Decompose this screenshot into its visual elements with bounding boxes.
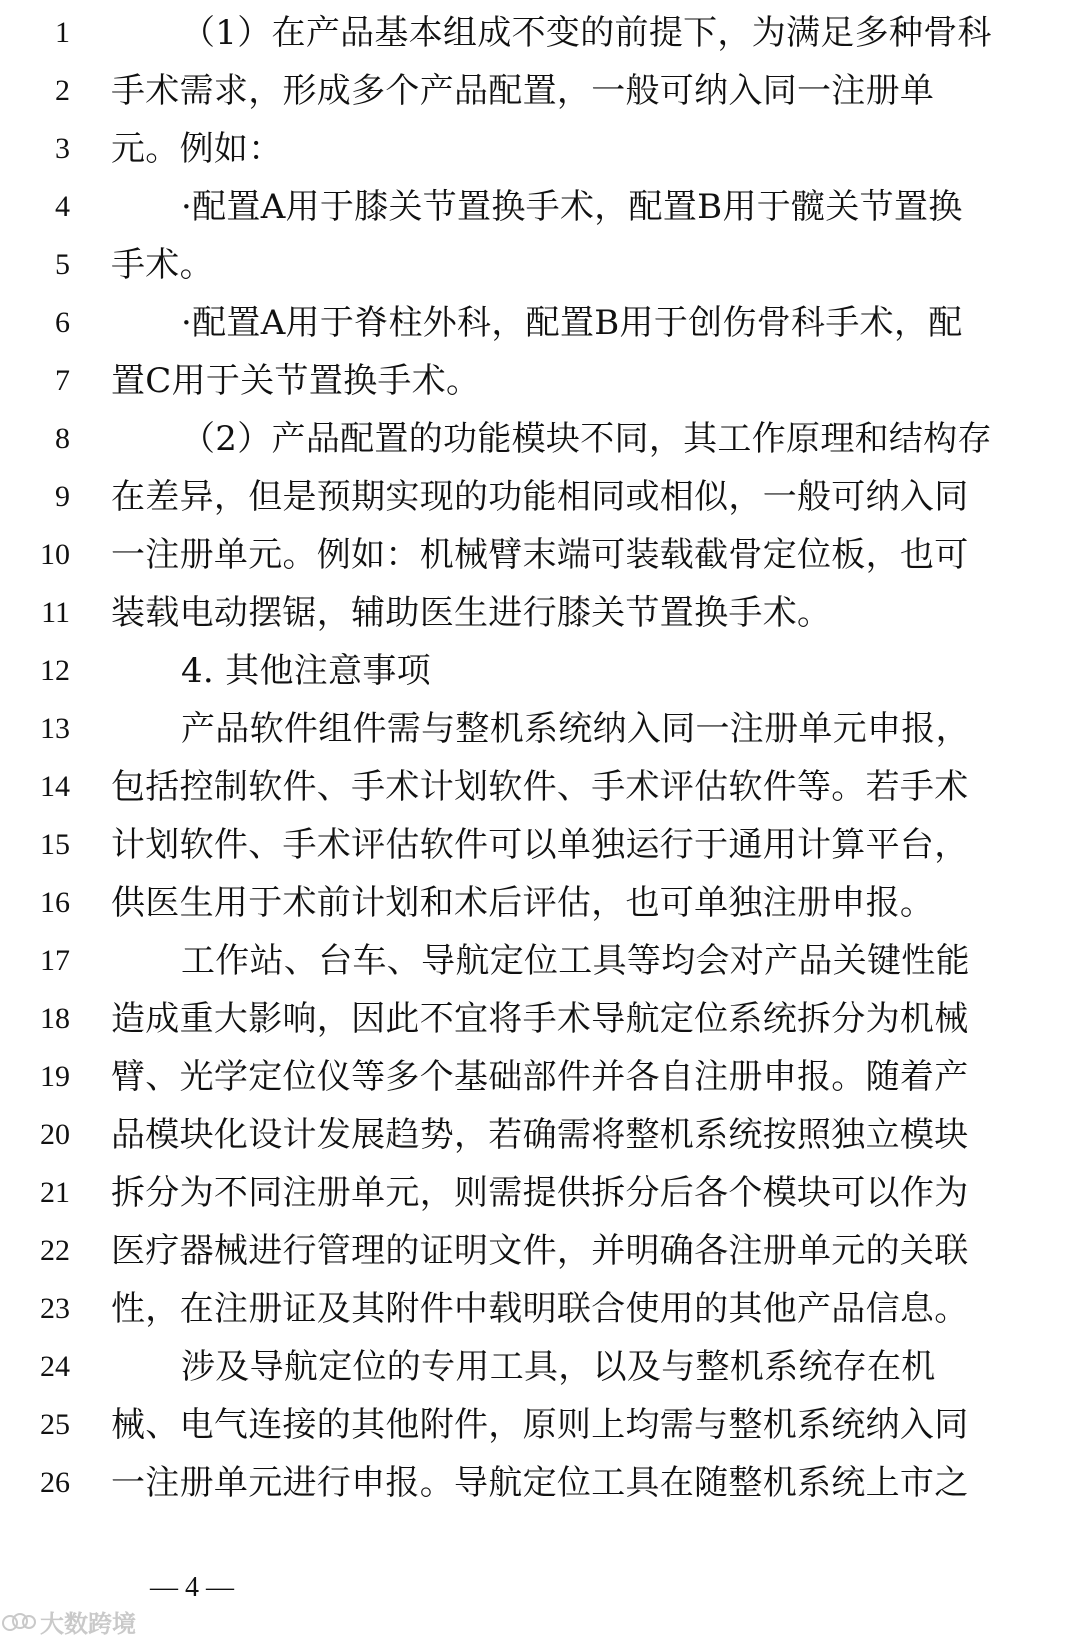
text-line	[0, 468, 1080, 526]
line-text: （2）产品配置的功能模块不同，其工作原理和结构存	[181, 419, 992, 459]
line-text: 包括控制软件、手术计划软件、手术评估软件等。若手术	[111, 767, 969, 807]
line-number: 12	[40, 654, 70, 687]
line-text: 手术需求，形成多个产品配置，一般可纳入同一注册单	[111, 71, 935, 111]
text-body	[0, 4, 1080, 1512]
line-number: 24	[40, 1350, 70, 1383]
line-text: 一注册单元进行申报。导航定位工具在随整机系统上市之	[111, 1463, 969, 1503]
text-line	[0, 1454, 1080, 1512]
line-number: 17	[40, 944, 70, 977]
line-text: 置C用于关节置换手术。	[111, 361, 481, 401]
line-text: 一注册单元。例如：机械臂末端可装载截骨定位板，也可	[111, 535, 969, 575]
line-number: 8	[55, 422, 70, 455]
line-number: 20	[40, 1118, 70, 1151]
text-line	[0, 62, 1080, 120]
line-number: 11	[41, 596, 70, 629]
text-line	[0, 1396, 1080, 1454]
text-line	[0, 352, 1080, 410]
text-line	[0, 990, 1080, 1048]
line-number: 5	[55, 248, 70, 281]
line-number: 4	[55, 190, 70, 223]
text-line	[0, 700, 1080, 758]
line-text: 在差异，但是预期实现的功能相同或相似，一般可纳入同	[111, 477, 969, 517]
line-text: 性，在注册证及其附件中载明联合使用的其他产品信息。	[111, 1289, 969, 1329]
text-line	[0, 1164, 1080, 1222]
line-number: 18	[40, 1002, 70, 1035]
line-number: 19	[40, 1060, 70, 1093]
page-number: — 4 —	[150, 1572, 234, 1603]
line-number: 9	[55, 480, 70, 513]
line-number: 7	[55, 364, 70, 397]
line-text: 臂、光学定位仪等多个基础部件并各自注册申报。随着产	[111, 1057, 969, 1097]
line-text: 械、电气连接的其他附件，原则上均需与整机系统纳入同	[111, 1405, 969, 1445]
text-line	[0, 410, 1080, 468]
text-line	[0, 1106, 1080, 1164]
line-text: 造成重大影响，因此不宜将手术导航定位系统拆分为机械	[111, 999, 969, 1039]
line-number: 15	[40, 828, 70, 861]
text-line	[0, 874, 1080, 932]
line-text: 计划软件、手术评估软件可以单独运行于通用计算平台，	[111, 825, 969, 865]
text-line	[0, 1338, 1080, 1396]
text-line	[0, 758, 1080, 816]
text-line	[0, 294, 1080, 352]
line-number: 10	[40, 538, 70, 571]
line-number: 2	[55, 74, 70, 107]
line-text: 医疗器械进行管理的证明文件，并明确各注册单元的关联	[111, 1231, 969, 1271]
line-text: 涉及导航定位的专用工具，以及与整机系统存在机	[181, 1347, 936, 1387]
line-text: ·配置A用于脊柱外科，配置B用于创伤骨科手术，配	[181, 303, 963, 343]
line-text: 元。例如：	[111, 129, 283, 169]
line-number: 14	[40, 770, 70, 803]
text-line	[0, 1222, 1080, 1280]
line-text: 工作站、台车、导航定位工具等均会对产品关键性能	[181, 941, 970, 981]
text-line	[0, 932, 1080, 990]
line-number: 1	[55, 16, 70, 49]
watermark	[2, 1604, 136, 1639]
line-number: 13	[40, 712, 70, 745]
line-text: （1）在产品基本组成不变的前提下，为满足多种骨科	[181, 13, 992, 53]
text-line	[0, 120, 1080, 178]
line-number: 22	[40, 1234, 70, 1267]
text-line	[0, 526, 1080, 584]
line-number: 6	[55, 306, 70, 339]
text-line	[0, 4, 1080, 62]
line-text: 手术。	[111, 245, 214, 285]
line-number: 21	[40, 1176, 70, 1209]
line-text: 供医生用于术前计划和术后评估，也可单独注册申报。	[111, 883, 935, 923]
line-text: 拆分为不同注册单元，则需提供拆分后各个模块可以作为	[111, 1173, 969, 1213]
line-number: 26	[40, 1466, 70, 1499]
text-line	[0, 584, 1080, 642]
logo-icon	[2, 1611, 36, 1633]
line-number: 3	[55, 132, 70, 165]
watermark-text: 大数跨境	[40, 1610, 136, 1638]
line-text: ·配置A用于膝关节置换手术，配置B用于髋关节置换	[181, 187, 963, 227]
text-line	[0, 816, 1080, 874]
text-line	[0, 178, 1080, 236]
line-number: 25	[40, 1408, 70, 1441]
line-text: 产品软件组件需与整机系统纳入同一注册单元申报，	[181, 709, 970, 749]
text-line	[0, 642, 1080, 700]
line-text: 装载电动摆锯，辅助医生进行膝关节置换手术。	[111, 593, 832, 633]
text-line	[0, 1048, 1080, 1106]
line-text: 4. 其他注意事项	[181, 651, 431, 691]
line-number: 23	[40, 1292, 70, 1325]
text-line	[0, 1280, 1080, 1338]
text-line	[0, 236, 1080, 294]
line-text: 品模块化设计发展趋势，若确需将整机系统按照独立模块	[111, 1115, 969, 1155]
line-number: 16	[40, 886, 70, 919]
